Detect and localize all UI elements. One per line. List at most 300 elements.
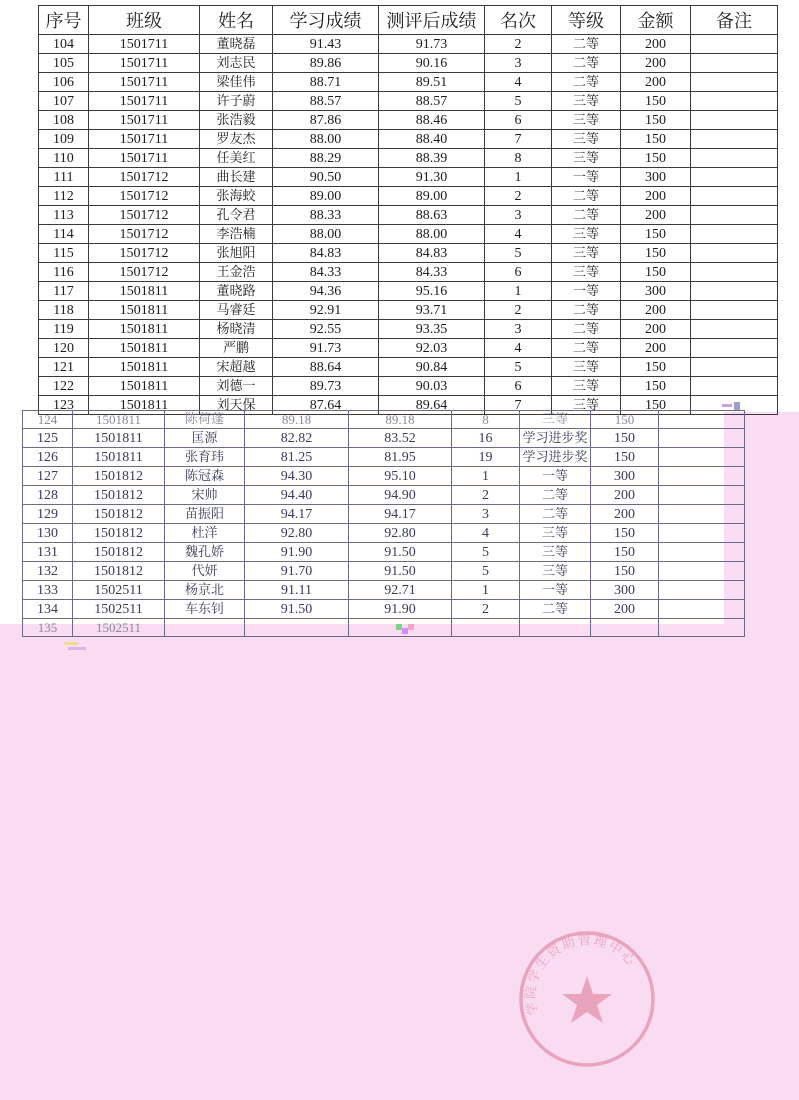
- table-cell: 150: [591, 411, 659, 429]
- table-row: [39, 73, 778, 92]
- table-cell: 宋超越: [200, 358, 273, 377]
- table-cell: 120: [39, 339, 89, 358]
- table-cell: 88.29: [273, 149, 379, 168]
- table-cell: 113: [39, 206, 89, 225]
- table-cell: 115: [39, 244, 89, 263]
- table-cell: 89.73: [273, 377, 379, 396]
- table-cell: 二等: [520, 486, 591, 505]
- table-cell: 81.95: [349, 448, 452, 467]
- table-cell: 1501711: [89, 92, 200, 111]
- table-cell: 6: [485, 263, 552, 282]
- table-cell: 89.86: [273, 54, 379, 73]
- table-cell: 1501712: [89, 225, 200, 244]
- table-cell: 81.25: [245, 448, 349, 467]
- table-cell: 90.84: [379, 358, 485, 377]
- table-row: [39, 282, 778, 301]
- table-row: [39, 54, 778, 73]
- table-cell: 200: [591, 600, 659, 619]
- header-class: 班级: [89, 6, 200, 35]
- table-cell: 93.35: [379, 320, 485, 339]
- table-cell: 119: [39, 320, 89, 339]
- table-cell: [691, 187, 778, 206]
- table-cell: 92.55: [273, 320, 379, 339]
- table-cell: 1501812: [73, 524, 165, 543]
- table-cell: 1502511: [73, 619, 165, 637]
- table-cell: 三等: [552, 92, 621, 111]
- table-cell: 一等: [552, 168, 621, 187]
- table-cell: 1: [452, 581, 520, 600]
- table-cell: 104: [39, 35, 89, 54]
- table-row: [39, 92, 778, 111]
- table-cell: [691, 244, 778, 263]
- header-amount: 金额: [621, 6, 691, 35]
- table-cell: 一等: [520, 581, 591, 600]
- table-cell: 88.40: [379, 130, 485, 149]
- table-cell: 91.30: [379, 168, 485, 187]
- table-cell: 91.50: [349, 543, 452, 562]
- table-cell: 张育玮: [165, 448, 245, 467]
- table-cell: 123: [39, 396, 89, 415]
- table-cell: 1501711: [89, 35, 200, 54]
- table-cell: 3: [485, 320, 552, 339]
- table-cell: 罗友杰: [200, 130, 273, 149]
- table-cell: 杨京北: [165, 581, 245, 600]
- table-cell: [659, 581, 745, 600]
- table-cell: 133: [23, 581, 73, 600]
- table-cell: 84.83: [379, 244, 485, 263]
- table-cell: 90.50: [273, 168, 379, 187]
- table-cell: 117: [39, 282, 89, 301]
- table-cell: [691, 377, 778, 396]
- table-cell: 94.36: [273, 282, 379, 301]
- table-cell: 苗振阳: [165, 505, 245, 524]
- table-cell: 300: [591, 581, 659, 600]
- scan-artifact: [64, 640, 96, 654]
- table-cell: [691, 358, 778, 377]
- table-cell: 128: [23, 486, 73, 505]
- table-cell: 92.71: [349, 581, 452, 600]
- table-cell: 88.64: [273, 358, 379, 377]
- table-cell: [691, 111, 778, 130]
- table-cell: 1501811: [89, 301, 200, 320]
- table-cell: [691, 168, 778, 187]
- table-cell: 88.63: [379, 206, 485, 225]
- table-cell: 94.17: [349, 505, 452, 524]
- table-cell: [659, 543, 745, 562]
- table-cell: 135: [23, 619, 73, 637]
- scan-artifact: [396, 624, 416, 636]
- scan-artifact: [722, 400, 744, 414]
- table-row: [23, 619, 745, 637]
- table-cell: 3: [452, 505, 520, 524]
- table-cell: 116: [39, 263, 89, 282]
- table-cell: 90.16: [379, 54, 485, 73]
- table-cell: [691, 320, 778, 339]
- table-cell: 4: [452, 524, 520, 543]
- table-row: [39, 225, 778, 244]
- table-cell: 87.64: [273, 396, 379, 415]
- table-row: [39, 377, 778, 396]
- table-cell: 刘德一: [200, 377, 273, 396]
- table-cell: 88.00: [273, 225, 379, 244]
- table-cell: 三等: [520, 562, 591, 581]
- table-cell: 三等: [520, 543, 591, 562]
- table-cell: 131: [23, 543, 73, 562]
- table-cell: 19: [452, 448, 520, 467]
- table-cell: 94.40: [245, 486, 349, 505]
- table-cell: 宋帅: [165, 486, 245, 505]
- table-cell: 5: [485, 358, 552, 377]
- table-cell: 105: [39, 54, 89, 73]
- table-cell: 1501711: [89, 130, 200, 149]
- table-cell: 1502511: [73, 581, 165, 600]
- table-cell: 125: [23, 429, 73, 448]
- table-cell: 94.17: [245, 505, 349, 524]
- table-row: [23, 562, 745, 581]
- table-cell: 三等: [552, 130, 621, 149]
- table-row: [39, 187, 778, 206]
- table-cell: 91.70: [245, 562, 349, 581]
- table-cell: 1501811: [89, 282, 200, 301]
- table-row: [23, 600, 745, 619]
- table-cell: 6: [485, 111, 552, 130]
- table-cell: 董晓路: [200, 282, 273, 301]
- table-cell: [691, 92, 778, 111]
- table-cell: 6: [485, 377, 552, 396]
- table-cell: 300: [621, 168, 691, 187]
- table-cell: 1501811: [73, 448, 165, 467]
- table-cell: 二等: [552, 206, 621, 225]
- table-cell: 三等: [552, 358, 621, 377]
- table-cell: [691, 54, 778, 73]
- table-cell: 150: [591, 448, 659, 467]
- table-cell: 92.80: [349, 524, 452, 543]
- table-cell: 112: [39, 187, 89, 206]
- table-cell: 一等: [520, 467, 591, 486]
- table-cell: [452, 619, 520, 637]
- table-row: [39, 263, 778, 282]
- header-study-score: 学习成绩: [273, 6, 379, 35]
- table-cell: 曲长建: [200, 168, 273, 187]
- table-cell: 150: [621, 149, 691, 168]
- header-notes: 备注: [691, 6, 778, 35]
- table-cell: 2: [485, 35, 552, 54]
- table-row: [23, 543, 745, 562]
- table-cell: 200: [621, 187, 691, 206]
- table-cell: 300: [621, 282, 691, 301]
- table-cell: 李浩楠: [200, 225, 273, 244]
- table-cell: 一等: [552, 282, 621, 301]
- table-cell: [691, 73, 778, 92]
- table-cell: [659, 524, 745, 543]
- table-cell: 2: [485, 187, 552, 206]
- table-cell: 91.73: [379, 35, 485, 54]
- table-row: [39, 149, 778, 168]
- table-cell: 121: [39, 358, 89, 377]
- table-cell: 许子蔚: [200, 92, 273, 111]
- table-cell: 91.50: [349, 562, 452, 581]
- table-cell: 84.83: [273, 244, 379, 263]
- table-cell: 91.73: [273, 339, 379, 358]
- official-seal-stamp: [514, 928, 660, 1070]
- table-cell: 王金浩: [200, 263, 273, 282]
- table-cell: 1501712: [89, 187, 200, 206]
- table-cell: 3: [485, 54, 552, 73]
- table-cell: 梁佳伟: [200, 73, 273, 92]
- table-cell: 5: [485, 244, 552, 263]
- table-cell: 4: [485, 73, 552, 92]
- table-cell: 刘天保: [200, 396, 273, 415]
- table-cell: 魏孔娇: [165, 543, 245, 562]
- table-cell: 88.57: [273, 92, 379, 111]
- table-cell: 车东钊: [165, 600, 245, 619]
- seal-text: 学院学生资助管理中心: [523, 933, 639, 1017]
- table-cell: 82.82: [245, 429, 349, 448]
- table-row: [23, 411, 745, 429]
- table-cell: 张海蛟: [200, 187, 273, 206]
- table-cell: 110: [39, 149, 89, 168]
- table-cell: 1: [485, 168, 552, 187]
- table-cell: 150: [591, 429, 659, 448]
- table-cell: 84.33: [379, 263, 485, 282]
- seal-star-icon: [562, 976, 612, 1023]
- table-cell: 91.90: [349, 600, 452, 619]
- table-cell: 91.50: [245, 600, 349, 619]
- table-cell: 二等: [552, 339, 621, 358]
- table-cell: [691, 130, 778, 149]
- table-cell: 董晓磊: [200, 35, 273, 54]
- table-cell: 84.33: [273, 263, 379, 282]
- table-row: [23, 429, 745, 448]
- table-row: [39, 358, 778, 377]
- table-cell: 134: [23, 600, 73, 619]
- table-cell: 89.18: [245, 411, 349, 429]
- table-cell: 88.00: [273, 130, 379, 149]
- table-cell: 94.30: [245, 467, 349, 486]
- table-cell: 学习进步奖: [520, 448, 591, 467]
- table-cell: 7: [485, 130, 552, 149]
- table-cell: 106: [39, 73, 89, 92]
- table-cell: 126: [23, 448, 73, 467]
- table-cell: 91.11: [245, 581, 349, 600]
- table-cell: [691, 149, 778, 168]
- table-cell: 150: [621, 244, 691, 263]
- table-row: [39, 130, 778, 149]
- table-cell: [659, 562, 745, 581]
- table-cell: 陈冠森: [165, 467, 245, 486]
- table-row: [39, 111, 778, 130]
- table-cell: 1501811: [73, 429, 165, 448]
- table-cell: 三等: [552, 396, 621, 415]
- table-cell: 2: [452, 600, 520, 619]
- table-cell: 1501812: [73, 562, 165, 581]
- table-cell: 150: [591, 562, 659, 581]
- table-cell: 1501811: [89, 358, 200, 377]
- table-cell: 109: [39, 130, 89, 149]
- table-cell: 张旭阳: [200, 244, 273, 263]
- table-cell: 匡源: [165, 429, 245, 448]
- table-cell: 1501811: [89, 377, 200, 396]
- table-cell: 150: [591, 543, 659, 562]
- table-cell: 1: [452, 467, 520, 486]
- table-cell: 4: [485, 225, 552, 244]
- table-cell: [520, 619, 591, 637]
- table-cell: 200: [621, 206, 691, 225]
- table-cell: 200: [621, 301, 691, 320]
- table-cell: 87.86: [273, 111, 379, 130]
- table-cell: [659, 486, 745, 505]
- table-cell: 孔令君: [200, 206, 273, 225]
- table-cell: 88.33: [273, 206, 379, 225]
- table-row: [39, 244, 778, 263]
- table-cell: 200: [621, 339, 691, 358]
- table-cell: 108: [39, 111, 89, 130]
- table-cell: [691, 206, 778, 225]
- table-row: [23, 524, 745, 543]
- table-cell: 89.18: [349, 411, 452, 429]
- table-row: [23, 448, 745, 467]
- table-cell: 1501711: [89, 73, 200, 92]
- header-grade: 等级: [552, 6, 621, 35]
- table-cell: 1501812: [73, 543, 165, 562]
- table-cell: 1501711: [89, 149, 200, 168]
- table-cell: [245, 619, 349, 637]
- table-cell: 88.71: [273, 73, 379, 92]
- table-cell: [659, 448, 745, 467]
- table-cell: 129: [23, 505, 73, 524]
- header-row: [39, 6, 778, 35]
- table-cell: 107: [39, 92, 89, 111]
- table-cell: 三等: [552, 377, 621, 396]
- table-cell: 111: [39, 168, 89, 187]
- table-cell: 1501712: [89, 244, 200, 263]
- table-cell: 三等: [520, 524, 591, 543]
- table-cell: [659, 600, 745, 619]
- table-cell: 7: [485, 396, 552, 415]
- table-cell: 150: [621, 377, 691, 396]
- table-cell: [691, 301, 778, 320]
- table-cell: 91.43: [273, 35, 379, 54]
- table-cell: 88.57: [379, 92, 485, 111]
- table-cell: 122: [39, 377, 89, 396]
- table-cell: 92.91: [273, 301, 379, 320]
- table-cell: [165, 619, 245, 637]
- table-cell: [659, 467, 745, 486]
- table-cell: 90.03: [379, 377, 485, 396]
- table-cell: 150: [621, 358, 691, 377]
- table-cell: 95.10: [349, 467, 452, 486]
- table-cell: 118: [39, 301, 89, 320]
- table-cell: 127: [23, 467, 73, 486]
- table-cell: 5: [485, 92, 552, 111]
- table-cell: 1501712: [89, 206, 200, 225]
- header-name: 姓名: [200, 6, 273, 35]
- table-row: [23, 486, 745, 505]
- table-cell: 150: [621, 225, 691, 244]
- table-cell: 1501812: [73, 505, 165, 524]
- table-cell: 200: [621, 320, 691, 339]
- table-row: [23, 581, 745, 600]
- table-cell: 200: [591, 486, 659, 505]
- header-index: 序号: [39, 6, 89, 35]
- table-cell: 2: [452, 486, 520, 505]
- table-cell: 1501811: [89, 396, 200, 415]
- table-cell: 张浩毅: [200, 111, 273, 130]
- table-cell: 8: [485, 149, 552, 168]
- table-row: [39, 320, 778, 339]
- table-cell: 1502511: [73, 600, 165, 619]
- table-cell: [691, 282, 778, 301]
- table-cell: 200: [621, 73, 691, 92]
- table-cell: 二等: [520, 600, 591, 619]
- table-cell: 95.16: [379, 282, 485, 301]
- table-cell: 150: [621, 111, 691, 130]
- table-cell: 二等: [552, 301, 621, 320]
- table-cell: 1501812: [73, 467, 165, 486]
- table-cell: 二等: [552, 73, 621, 92]
- table-cell: 1501812: [73, 486, 165, 505]
- table-cell: 1501712: [89, 168, 200, 187]
- table-cell: [659, 505, 745, 524]
- table-cell: 132: [23, 562, 73, 581]
- table-cell: 300: [591, 467, 659, 486]
- table-cell: 学习进步奖: [520, 429, 591, 448]
- scholarship-table-lower: [22, 410, 745, 637]
- table-cell: 88.00: [379, 225, 485, 244]
- table-cell: [691, 339, 778, 358]
- table-cell: 1501811: [73, 411, 165, 429]
- table-cell: 92.80: [245, 524, 349, 543]
- table-row: [39, 339, 778, 358]
- table-cell: 5: [452, 562, 520, 581]
- table-cell: 200: [621, 35, 691, 54]
- table-cell: 杨晓清: [200, 320, 273, 339]
- table-cell: 92.03: [379, 339, 485, 358]
- table-cell: 89.00: [273, 187, 379, 206]
- table-cell: 8: [452, 411, 520, 429]
- table-cell: 严鹏: [200, 339, 273, 358]
- table-cell: 200: [621, 54, 691, 73]
- table-cell: 89.64: [379, 396, 485, 415]
- table-cell: 二等: [552, 187, 621, 206]
- table-row: [23, 467, 745, 486]
- table-cell: 二等: [552, 35, 621, 54]
- table-cell: 88.46: [379, 111, 485, 130]
- table-cell: 代妍: [165, 562, 245, 581]
- table-row: [39, 168, 778, 187]
- table-cell: [659, 619, 745, 637]
- table-cell: 杜洋: [165, 524, 245, 543]
- table-cell: 200: [591, 505, 659, 524]
- table-cell: 130: [23, 524, 73, 543]
- table-cell: 三等: [552, 111, 621, 130]
- table-cell: 刘志民: [200, 54, 273, 73]
- table-cell: 94.90: [349, 486, 452, 505]
- table-cell: 91.90: [245, 543, 349, 562]
- table-cell: 124: [23, 411, 73, 429]
- table-row: [39, 206, 778, 225]
- table-cell: [691, 225, 778, 244]
- table-cell: 二等: [552, 320, 621, 339]
- table-cell: 16: [452, 429, 520, 448]
- table-cell: [691, 35, 778, 54]
- table-row: [39, 35, 778, 54]
- table-row: [39, 301, 778, 320]
- table-cell: 3: [485, 206, 552, 225]
- table-cell: 三等: [552, 225, 621, 244]
- table-cell: 三等: [552, 244, 621, 263]
- table-cell: [691, 263, 778, 282]
